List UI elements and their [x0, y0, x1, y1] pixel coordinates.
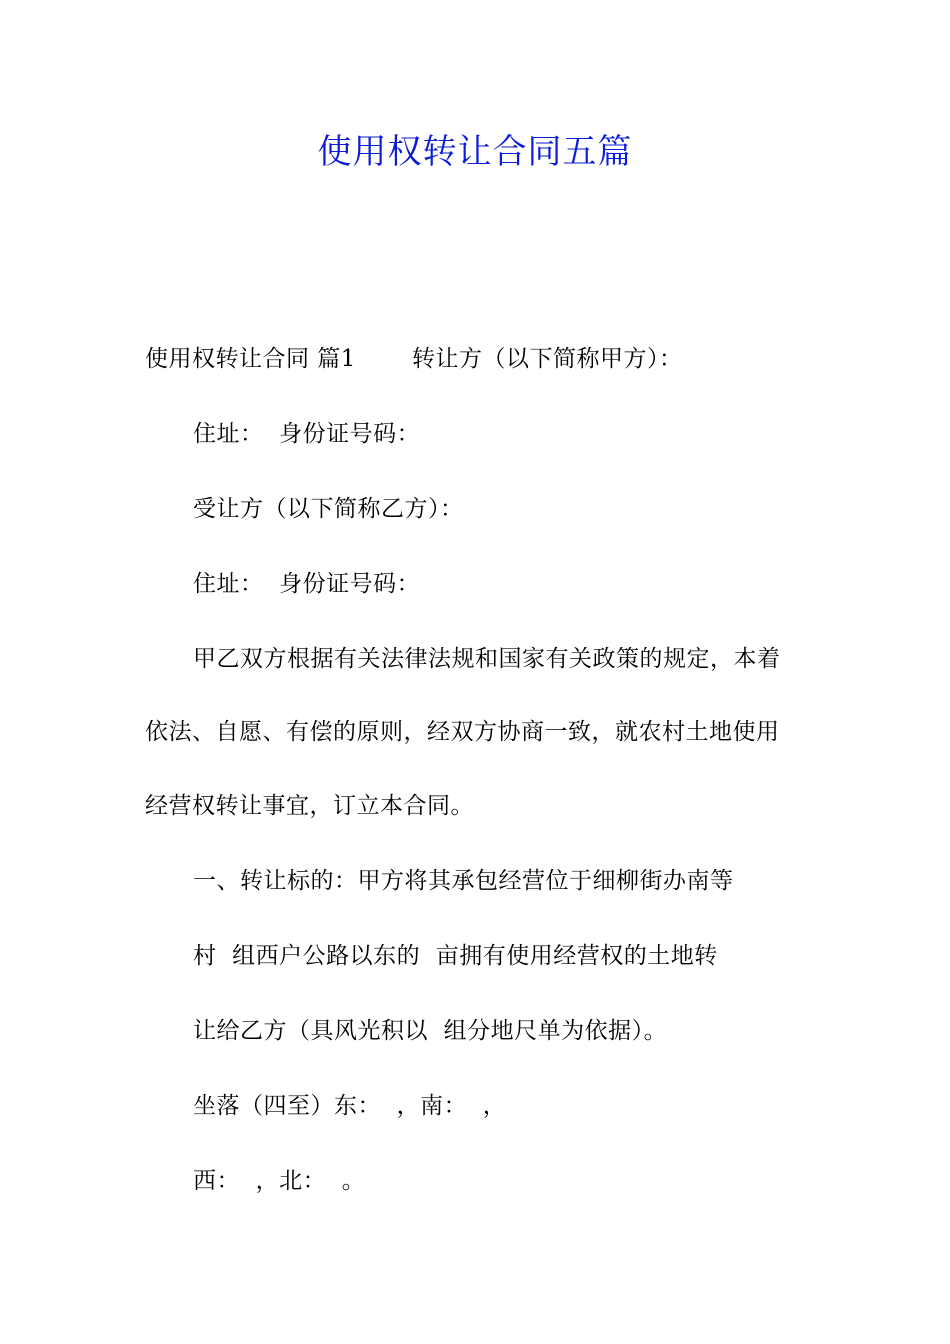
contract-section-title: 使用权转让合同 篇1 [145, 346, 356, 372]
transferor-address-line: 住址： 身份证号码： [193, 421, 421, 447]
boundary-line: 西： ，北： 。 [193, 1168, 366, 1194]
paragraph-line: 经营权转让事宜，订立本合同。 [145, 793, 474, 819]
document-title: 使用权转让合同五篇 [317, 132, 633, 172]
transferee-label: 受让方（以下简称乙方）： [193, 496, 464, 522]
transferee-address-line: 住址： 身份证号码： [193, 571, 421, 597]
clause-line: 一、转让标的：甲方将其承包经营位于细柳街办南等 [193, 868, 734, 894]
paragraph-line: 依法、自愿、有偿的原则，经双方协商一致，就农村土地使用 [145, 719, 780, 745]
paragraph-line: 甲乙双方根据有关法律法规和国家有关政策的规定，本着 [193, 646, 781, 672]
transferor-label: 转让方（以下简称甲方）： [411, 346, 683, 372]
clause-line: 让给乙方（具风光积以 组分地尺单为依据）。 [193, 1018, 668, 1044]
clause-line: 村 组西户公路以东的 亩拥有使用经营权的土地转 [193, 943, 718, 969]
boundary-line: 坐落（四至）东： ，南： ， [193, 1093, 507, 1119]
contract-heading-line [145, 343, 682, 375]
